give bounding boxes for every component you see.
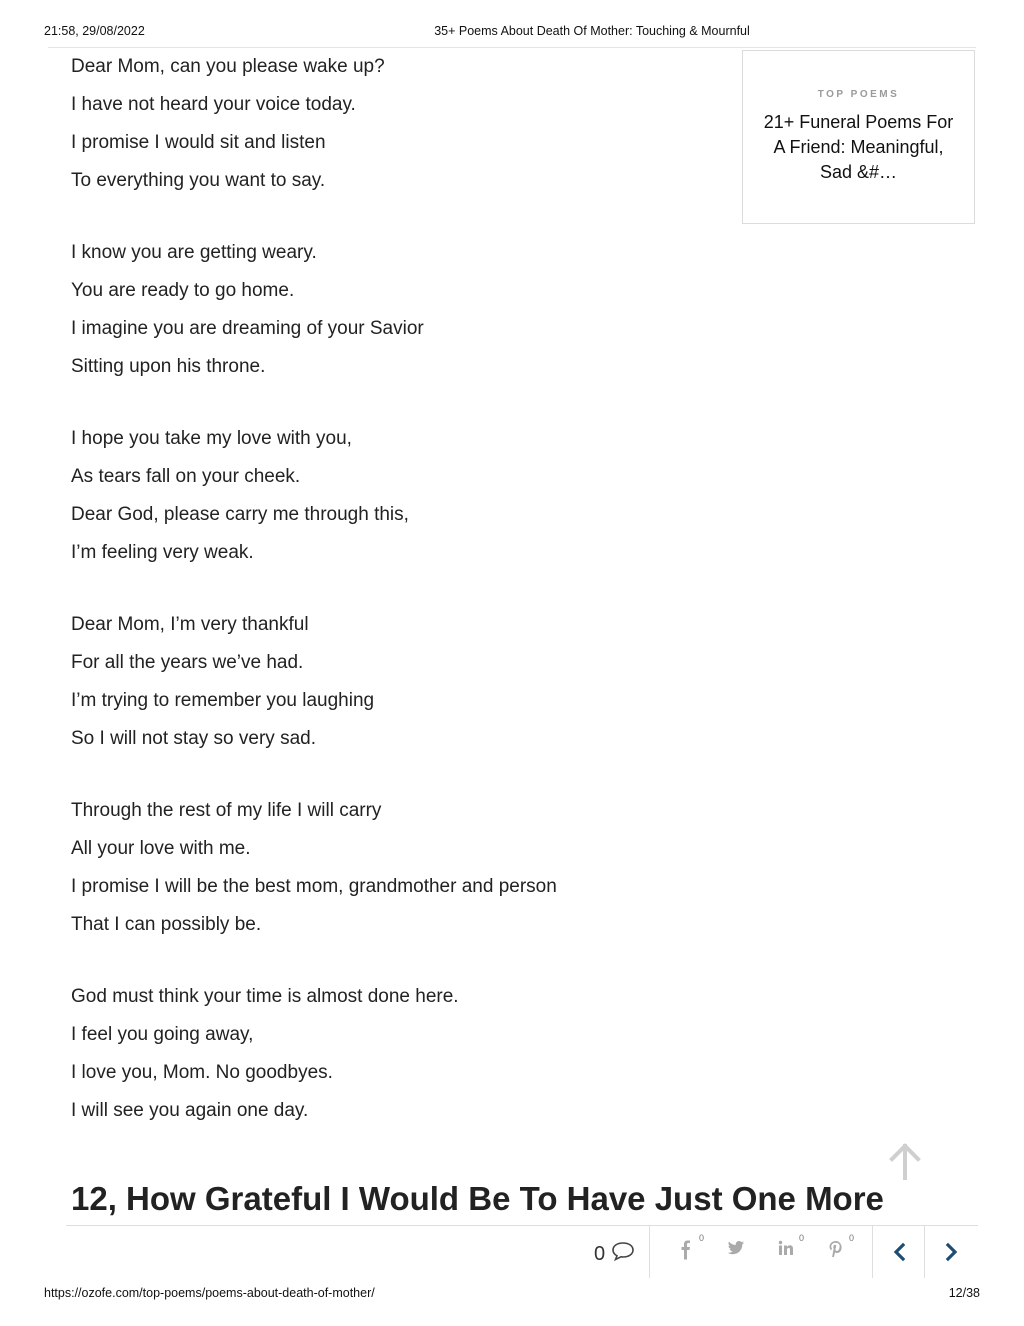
poem-stanza	[71, 982, 711, 1134]
share-divider	[649, 1226, 650, 1278]
facebook-icon	[680, 1240, 692, 1260]
top-poems-widget	[742, 50, 975, 224]
page-indicator: 12/38	[948, 1286, 980, 1300]
poem-line: Dear Mom, I’m very thankful	[71, 614, 309, 635]
poem-line: I promise I will be the best mom, grandmother and person	[71, 876, 557, 897]
poem-line: I feel you going away,	[71, 1024, 254, 1045]
share-bar	[66, 1225, 978, 1278]
print-page-title: 35+ Poems About Death Of Mother: Touching & Mournful	[434, 24, 750, 38]
poem-line: God must think your time is almost done here.	[71, 986, 459, 1007]
pinterest-share-button[interactable]	[825, 1240, 847, 1262]
poem-line: I hope you take my love with you,	[71, 428, 352, 449]
poem-body	[71, 52, 711, 1168]
poem-line: I love you, Mom. No goodbyes.	[71, 1062, 333, 1083]
poem-line: For all the years we’ve had.	[71, 652, 304, 673]
arrow-up-icon	[887, 1140, 923, 1180]
twitter-share-button[interactable]	[725, 1240, 747, 1262]
poem-line: I promise I would sit and listen	[71, 132, 326, 153]
poem-stanza	[71, 238, 711, 390]
print-header	[0, 24, 1024, 42]
linkedin-icon	[778, 1240, 794, 1256]
top-poems-label: TOP POEMS	[817, 89, 900, 100]
poem-line: Sitting upon his throne.	[71, 356, 266, 377]
chevron-right-icon	[939, 1240, 963, 1264]
section-heading: 12, How Grateful I Would Be To Have Just One More	[71, 1180, 884, 1217]
pinterest-icon	[828, 1240, 844, 1258]
poem-line: You are ready to go home.	[71, 280, 295, 301]
print-url: https://ozofe.com/top-poems/poems-about-death-of-mother/	[44, 1286, 375, 1300]
poem-line: That I can possibly be.	[71, 914, 262, 935]
poem-line: I know you are getting weary.	[71, 242, 317, 263]
comment-icon	[611, 1240, 635, 1262]
facebook-count: 0	[699, 1233, 705, 1243]
poem-line: Dear Mom, can you please wake up?	[71, 56, 385, 77]
scroll-to-top-button[interactable]	[887, 1140, 923, 1180]
poem-line: I’m feeling very weak.	[71, 542, 254, 563]
poem-stanza	[71, 52, 711, 204]
poem-line: So I will not stay so very sad.	[71, 728, 316, 749]
previous-post-button[interactable]	[888, 1240, 912, 1264]
comments-button[interactable]	[594, 1240, 635, 1266]
comment-count: 0	[594, 1243, 606, 1265]
print-timestamp: 21:58, 29/08/2022	[44, 24, 145, 38]
poem-line: As tears fall on your cheek.	[71, 466, 301, 487]
poem-line: Dear God, please carry me through this,	[71, 504, 409, 525]
poem-line: All your love with me.	[71, 838, 251, 859]
next-post-button[interactable]	[939, 1240, 963, 1264]
top-poem-link[interactable]: 21+ Funeral Poems For A Friend: Meaningful, Sad &#…	[763, 112, 954, 182]
poem-line: Through the rest of my life I will carry	[71, 800, 382, 821]
poem-line: To everything you want to say.	[71, 170, 326, 191]
twitter-icon	[727, 1240, 745, 1256]
facebook-share-button[interactable]	[675, 1240, 697, 1262]
top-divider	[48, 47, 976, 48]
poem-line: I’m trying to remember you laughing	[71, 690, 375, 711]
poem-line: I have not heard your voice today.	[71, 94, 356, 115]
print-footer	[0, 1286, 1024, 1304]
chevron-left-icon	[888, 1240, 912, 1264]
poem-stanza	[71, 610, 711, 762]
poem-line: I imagine you are dreaming of your Savior	[71, 318, 424, 339]
pinterest-count: 0	[849, 1233, 855, 1243]
linkedin-share-button[interactable]	[775, 1240, 797, 1262]
poem-stanza	[71, 424, 711, 576]
poem-stanza	[71, 796, 711, 948]
nav-divider	[872, 1226, 873, 1278]
linkedin-count: 0	[799, 1233, 805, 1243]
poem-line: I will see you again one day.	[71, 1100, 309, 1121]
nav-divider-2	[924, 1226, 925, 1278]
